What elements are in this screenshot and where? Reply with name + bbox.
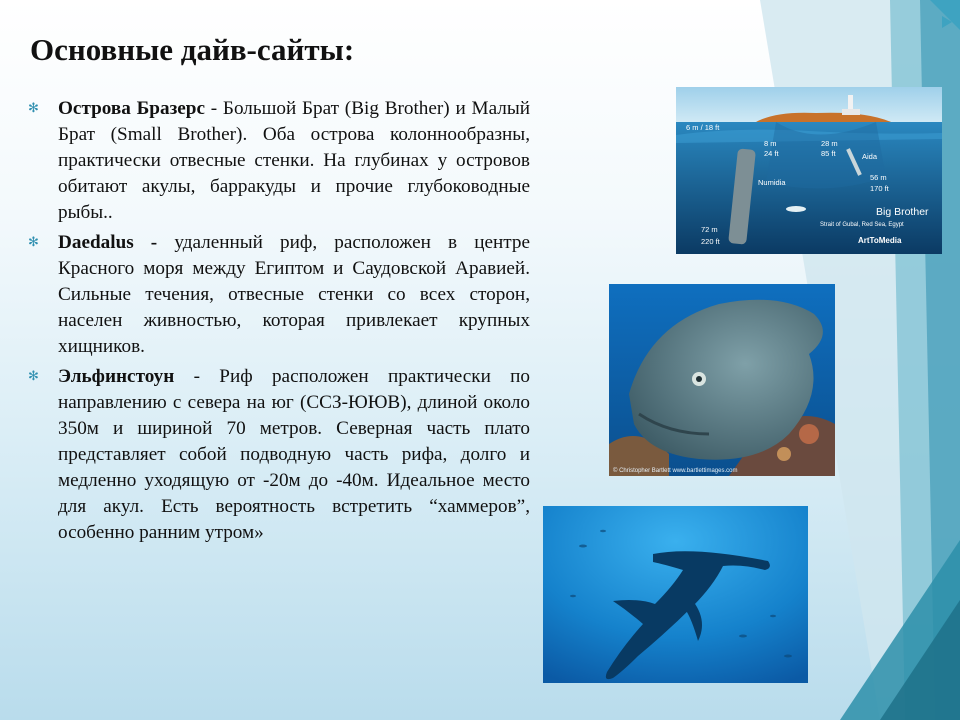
asterisk-bullet-icon: ✻ bbox=[28, 101, 39, 116]
item-separator bbox=[157, 232, 174, 253]
map-label: Numidia bbox=[758, 178, 786, 187]
map-label: 85 ft bbox=[821, 149, 836, 158]
item-name: Острова Бразерс bbox=[58, 98, 205, 119]
diver-shape bbox=[786, 206, 806, 212]
item-text: Большой Брат (Big Brother) и Малый Брат (Small Brother). Оба острова колоннообразны, практически отвесные стенки. На глубинах у островов обитают акулы, барракуды и прочие глубоководные рыбы.. bbox=[58, 98, 530, 223]
photo-credit: © Christopher Bartlett www.bartlettimages.com bbox=[613, 468, 738, 474]
list-item bbox=[28, 364, 530, 546]
item-name: Daedalus - bbox=[58, 232, 158, 253]
item-name: Эльфинстоун bbox=[58, 366, 175, 387]
map-label: 72 m bbox=[701, 225, 718, 234]
map-label: 6 m / 18 ft bbox=[686, 123, 720, 132]
map-label: 56 m bbox=[870, 173, 887, 182]
map-label: 170 ft bbox=[870, 184, 889, 193]
list-item bbox=[28, 230, 530, 360]
item-separator: - bbox=[204, 98, 223, 119]
map-title: Big Brother bbox=[876, 206, 929, 218]
map-label: 220 ft bbox=[701, 237, 720, 246]
content-list bbox=[28, 96, 530, 550]
item-text: Риф расположен практически по направлению с севера на юг (ССЗ-ЮЮВ), длиной около 350м и шириной 70 метров. Северная часть плато представляет собой подводную часть рифа, долго и медленно уходящую от -20м до -40м. Идеальное место для акул. Есть вероятность встретить “хаммеров”, особенно ранним утром» bbox=[58, 366, 531, 543]
map-label: 24 ft bbox=[764, 149, 779, 158]
map-label: 28 m bbox=[821, 139, 838, 148]
shark-photo bbox=[543, 506, 808, 683]
asterisk-bullet-icon: ✻ bbox=[28, 235, 39, 250]
slide-title: Основные дайв-сайты: bbox=[30, 32, 355, 67]
map-subtitle: Strait of Gubal, Red Sea, Egypt bbox=[820, 222, 904, 228]
item-text: удаленный риф, расположен в центре Красного моря между Египтом и Саудовской Аравией. Сильные течения, отвесные стенки со всех сторон, населен живностью, которая привлекает крупных хищников. bbox=[58, 232, 530, 357]
list-item bbox=[28, 96, 530, 226]
map-label: 8 m bbox=[764, 139, 777, 148]
asterisk-bullet-icon: ✻ bbox=[28, 369, 39, 384]
item-separator: - bbox=[174, 366, 220, 387]
map-brand-logo: ArtToMedia bbox=[858, 236, 902, 245]
dive-map-image bbox=[676, 87, 942, 254]
map-label: Aida bbox=[862, 152, 878, 161]
wrasse-photo bbox=[609, 284, 835, 476]
